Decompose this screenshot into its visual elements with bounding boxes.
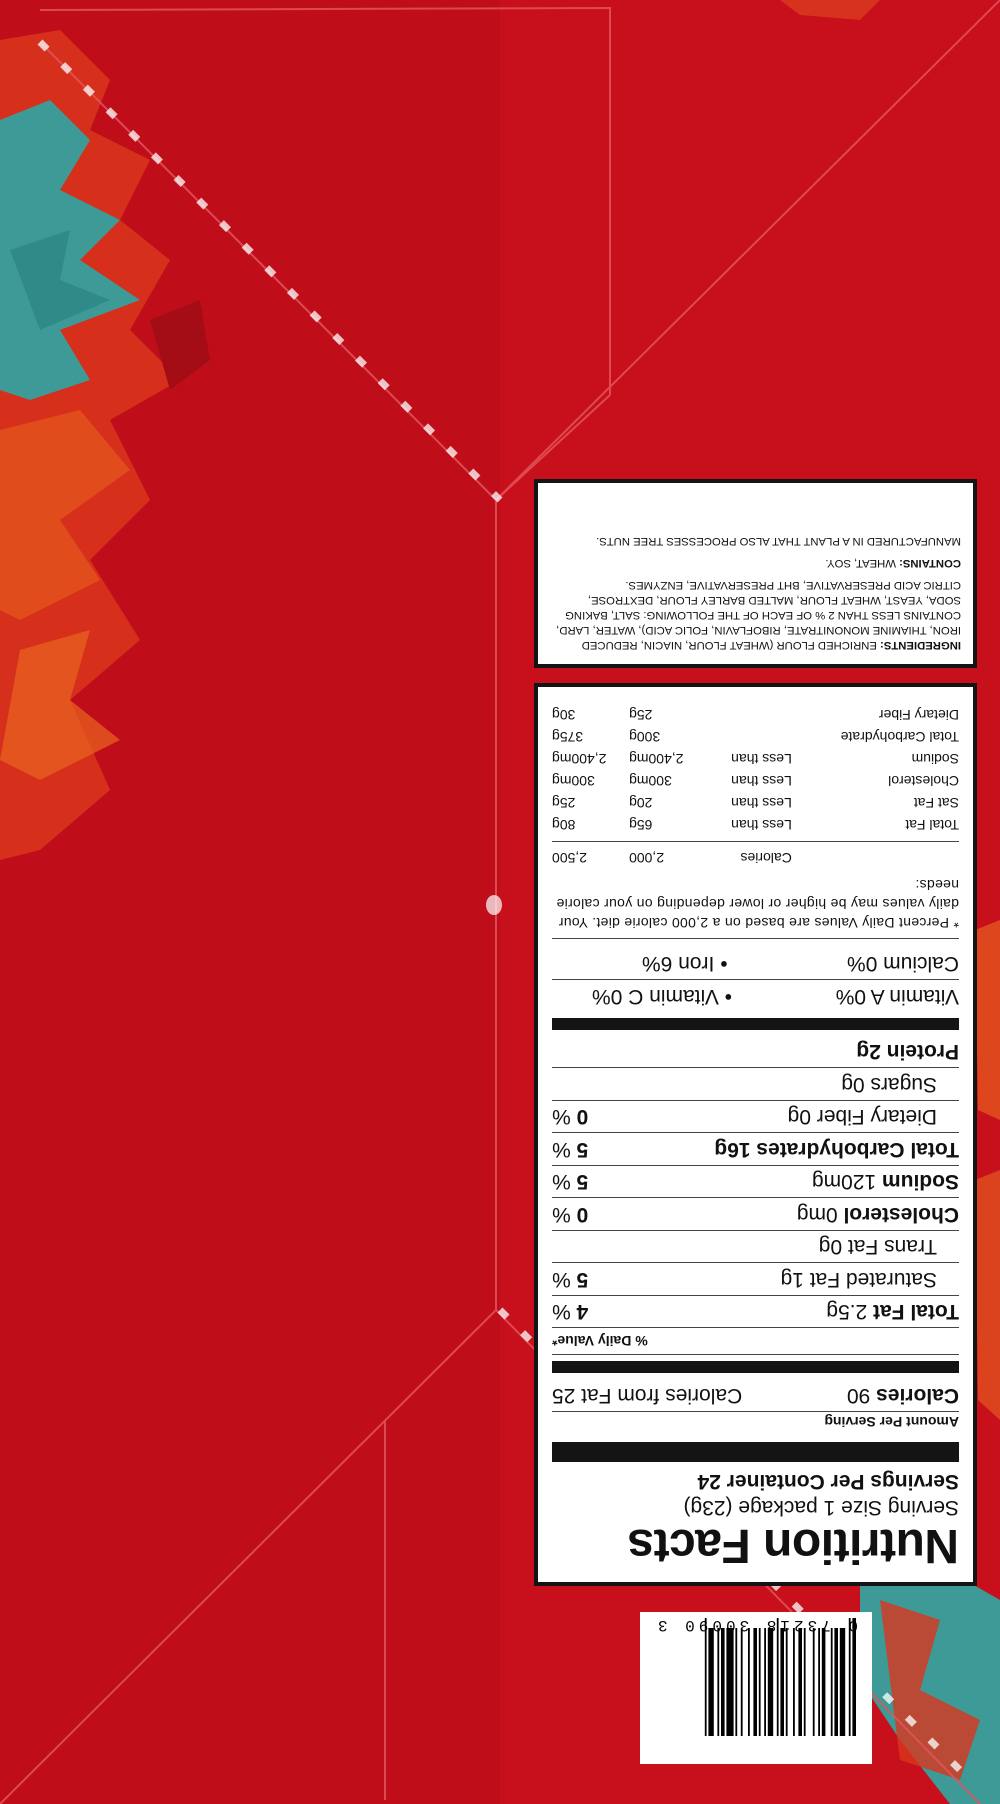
barcode-bar	[793, 1628, 795, 1736]
dv-cell: 2,500	[552, 842, 629, 870]
dv-cell: 30g	[552, 707, 576, 723]
vitamin-c: • Vitamin C 0%	[592, 985, 733, 1008]
dv-table-row	[552, 704, 959, 726]
nutrient-row-total-carbohydrates	[552, 1134, 959, 1167]
dv-cell: Sodium	[911, 751, 959, 767]
dv-table-header	[552, 842, 959, 870]
dv-cell: Sat Fat	[913, 795, 959, 811]
dv-cell: 80g	[552, 817, 576, 833]
dv-cell: Less than	[731, 817, 792, 833]
nutrient-row-sugars	[552, 1069, 959, 1102]
dv-cell	[792, 842, 959, 870]
dv-cell: 25g	[552, 795, 576, 811]
dv-cell: Calories	[706, 842, 792, 870]
thick-divider	[552, 1442, 959, 1462]
dv-cell: 300mg	[629, 773, 672, 789]
daily-value-footnote: * Percent Daily Values are based on a 2,000 calorie diet. Your daily values may be higher or lower depending on your calorie needs:	[552, 875, 959, 939]
percent-sign: %	[552, 1105, 571, 1129]
percent-sign: %	[552, 1268, 571, 1291]
dv-cell: 300mg	[552, 773, 595, 789]
nutrient-dv: 5	[576, 1170, 589, 1194]
dv-cell: 2,000	[629, 842, 706, 870]
percent-sign: %	[552, 1300, 571, 1324]
nutrient-amount: 0mg	[796, 1203, 838, 1226]
dv-cell: 375g	[552, 729, 584, 745]
barcode-bar	[831, 1628, 833, 1736]
barcode-bar	[822, 1628, 826, 1736]
dv-table-row	[552, 748, 959, 770]
barcode-bar	[834, 1628, 838, 1736]
barcode-bar	[780, 1628, 784, 1736]
nutrient-label: Trans Fat 0g	[818, 1235, 937, 1259]
dv-cell: Less than	[731, 795, 792, 811]
serving-size: Serving Size 1 package (23g)	[683, 1496, 959, 1519]
nutrient-label: Total Carbohydrates	[756, 1138, 959, 1161]
nutrient-label: Sodium	[882, 1170, 959, 1194]
nutrition-title: Nutrition Facts	[627, 1519, 959, 1572]
calories-label: Calories	[876, 1384, 959, 1407]
nutrient-row-cholesterol	[552, 1199, 959, 1232]
barcode-bar	[804, 1628, 806, 1736]
barcode-bar	[768, 1628, 773, 1736]
nutrient-label: Dietary Fiber 0g	[787, 1105, 937, 1129]
nutrient-dv: 0	[576, 1203, 589, 1226]
tape-blob	[486, 895, 502, 915]
barcode-bar	[813, 1628, 815, 1736]
dv-cell	[706, 726, 792, 748]
dv-cell: Total Fat	[905, 817, 959, 833]
nutrient-row-dietary-fiber	[552, 1101, 959, 1134]
barcode-bar	[753, 1628, 757, 1736]
nutrient-label: Saturated Fat 1g	[780, 1268, 937, 1291]
dv-cell	[706, 704, 792, 726]
allergen-statement	[550, 555, 961, 570]
dv-table-row	[552, 792, 959, 814]
barcode-bar	[849, 1618, 851, 1736]
nutrient-dv: 4	[576, 1300, 589, 1324]
nutrient-amount: 16g	[714, 1138, 751, 1161]
dv-cell: 2,400mg	[552, 751, 607, 767]
calcium: Calcium 0%	[846, 952, 959, 975]
vitamin-a: Vitamin A 0%	[835, 985, 959, 1008]
dv-cell: Dietary Fiber	[878, 707, 959, 723]
percent-sign: %	[552, 1203, 571, 1226]
barcode-label	[640, 1612, 872, 1764]
dv-cell: 25g	[629, 707, 653, 723]
daily-value-header: % Daily Value*	[552, 1329, 959, 1356]
calories-from-fat: Calories from Fat 25	[552, 1384, 743, 1407]
contains-text: WHEAT, SOY.	[825, 557, 896, 569]
nutrient-row-trans-fat	[552, 1231, 959, 1264]
barcode-bar	[741, 1628, 743, 1736]
ingredients-list: ENRICHED FLOUR (WHEAT FLOUR, NIACIN, REDUCED IRON, THIAMINE MONONITRATE, RIBOFLAVIN, FOLIC ACID), WATER, LARD, CONTAINS LESS THAN 2 % OF EACH OF THE FOLLOWING: SALT, BAKING SODA, YEAST, WHEAT FLOUR, MALTED BARLEY FLOUR, DEXTROSE, CITRIC ACID PRESERVATIVE, BHT PRESERVATIVE, ENZYMES.	[556, 579, 961, 651]
nutrient-amount: 2.5g	[826, 1300, 868, 1324]
iron: • Iron 6%	[642, 952, 728, 975]
nutrient-label: Sugars 0g	[841, 1073, 937, 1096]
facility-statement: MANUFACTURED IN A PLANT THAT ALSO PROCESSES TREE NUTS.	[596, 535, 961, 547]
barcode-bar	[786, 1628, 788, 1736]
dv-cell: 65g	[629, 817, 653, 833]
barcode-digits: 0 73218 30090 3	[653, 1616, 859, 1634]
dv-cell: 20g	[629, 795, 653, 811]
barcode-bars	[652, 1618, 860, 1736]
nutrient-dv: 0	[576, 1105, 589, 1129]
barcode-bar	[721, 1628, 725, 1736]
nutrient-dv: 5	[576, 1138, 589, 1161]
dv-cell: Cholesterol	[888, 773, 959, 789]
ingredients-label: INGREDIENTS:	[880, 639, 961, 651]
barcode-bar	[708, 1628, 713, 1736]
nutrient-label: Total Fat	[873, 1300, 959, 1324]
barcode-bar	[735, 1628, 737, 1736]
barcode-bar	[818, 1628, 820, 1736]
dv-cell: Total Carbohydrate	[840, 729, 959, 745]
nutrient-row-saturated-fat	[552, 1264, 959, 1297]
ingredients-text	[550, 577, 961, 652]
barcode-bar	[748, 1628, 750, 1736]
dv-table-row	[552, 726, 959, 748]
nutrient-amount: 2g	[856, 1040, 881, 1064]
amount-per-serving: Amount Per Serving	[824, 1414, 959, 1430]
percent-sign: %	[552, 1138, 571, 1161]
nutrient-row-protein	[552, 1036, 959, 1069]
barcode-bar	[717, 1628, 719, 1736]
nutrition-facts-panel	[534, 683, 977, 1586]
barcode-bar	[705, 1618, 707, 1736]
medium-divider	[552, 1018, 959, 1030]
dv-table-row	[552, 814, 959, 842]
barcode-bar	[777, 1618, 779, 1736]
barcode-bar	[759, 1628, 761, 1736]
minerals-row	[552, 947, 959, 980]
nutrient-label: Cholesterol	[843, 1203, 959, 1226]
nutrient-row-total-fat	[552, 1296, 959, 1329]
contains-label: CONTAINS:	[899, 557, 961, 569]
barcode-bar	[726, 1628, 733, 1736]
vitamins-row	[552, 980, 959, 1012]
ingredients-panel	[534, 479, 977, 668]
dv-cell: 2,400mg	[629, 751, 684, 767]
dv-cell: Less than	[731, 751, 792, 767]
servings-per-container: Servings Per Container 24	[697, 1470, 959, 1493]
barcode-bar	[764, 1628, 766, 1736]
calories-row	[552, 1380, 959, 1413]
calories-value: 90	[846, 1384, 871, 1407]
nutrient-amount: 120mg	[811, 1170, 877, 1194]
nutrient-row-sodium	[552, 1166, 959, 1199]
barcode-bar	[840, 1628, 845, 1736]
nutrient-label: Protein	[886, 1040, 959, 1064]
barcode-bar	[798, 1628, 802, 1736]
nutrient-dv: 5	[576, 1268, 589, 1291]
dv-cell: 300g	[629, 729, 661, 745]
dv-table-row	[552, 770, 959, 792]
daily-value-reference-table	[552, 704, 959, 869]
dv-cell: Less than	[731, 773, 792, 789]
percent-sign: %	[552, 1170, 571, 1194]
medium-divider	[552, 1362, 959, 1374]
barcode-bar	[852, 1618, 856, 1736]
